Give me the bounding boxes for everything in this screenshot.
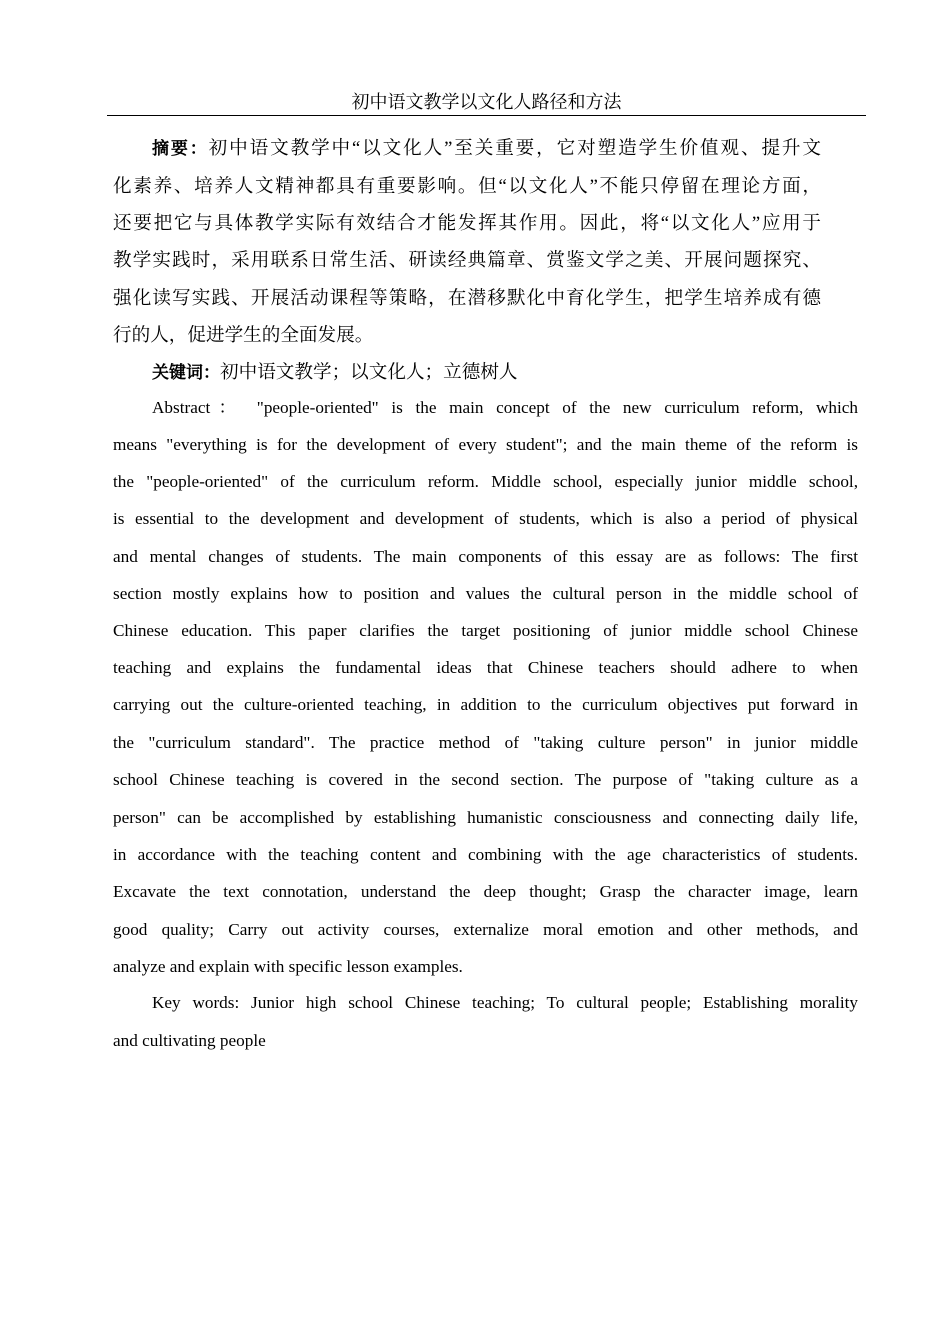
abstract-zh-line: 化素养、培养人文精神都具有重要影响。但“以文化人”不能只停留在理论方面， (113, 176, 821, 197)
keywords-en-line: and cultivating people (113, 1031, 266, 1050)
abstract-en-line: is essential to the development and development of students, which is also a period of physical (113, 509, 858, 528)
abstract-zh-line: 行的人，促进学生的全面发展。 (113, 325, 374, 346)
abstract-en-line: the "curriculum standard". The practice method of "taking culture person" in junior middle (113, 733, 858, 752)
abstract-label: 摘要： (152, 139, 209, 159)
abstract-en-line: in accordance with the teaching content and combining with the age characteristics of students. (113, 845, 858, 864)
abstract-en-line: person" can be accomplished by establishing humanistic consciousness and connecting daily life, (113, 808, 858, 827)
keywords-label: 关键词： (152, 363, 220, 383)
abstract-en-line: Excavate the text connotation, understand the deep thought; Grasp the character image, learn (113, 882, 858, 901)
abstract-zh-line: 教学实践时，采用联系日常生活、研读经典篇章、赏鉴文学之美、开展问题探究、 (113, 250, 821, 271)
abstract-zh-line: 还要把它与具体教学实际有效结合才能发挥其作用。因此，将“以文化人”应用于 (113, 213, 821, 234)
keywords-en-line: Key words: Junior high school Chinese teaching; To cultural people; Establishing morality (152, 993, 858, 1012)
abstract-en-line: carrying out the culture-oriented teaching, in addition to the curriculum objectives put forward in (113, 695, 858, 714)
keywords-zh: 关键词：初中语文教学；以文化人；立德树人 (152, 362, 518, 383)
abstract-zh-line: 摘要：初中语文教学中“以文化人”至关重要，它对塑造学生价值观、提升文 (152, 138, 822, 159)
abstract-en-line: and mental changes of students. The main components of this essay are as follows: The first (113, 547, 858, 566)
abstract-en-line: the "people-oriented" of the curriculum reform. Middle school, especially junior middle school, (113, 472, 858, 491)
abstract-en-line: analyze and explain with specific lesson examples. (113, 957, 463, 976)
abstract-en-line: school Chinese teaching is covered in the second section. The purpose of "taking culture as a (113, 770, 858, 789)
abstract-en-line: section mostly explains how to position and values the cultural person in the middle school of (113, 584, 858, 603)
abstract-en-line: Chinese education. This paper clarifies the target positioning of junior middle school Chinese (113, 621, 858, 640)
abstract-en-line: good quality; Carry out activity courses, externalize moral emotion and other methods, and (113, 920, 858, 939)
abstract-en-line: teaching and explains the fundamental ideas that Chinese teachers should adhere to when (113, 658, 858, 677)
abstract-en-line: Abstract： "people-oriented" is the main concept of the new curriculum reform, which (152, 398, 858, 417)
abstract-zh-line: 强化读写实践、开展活动课程等策略，在潜移默化中育化学生，把学生培养成有德 (113, 288, 821, 309)
page-header (107, 90, 866, 116)
abstract-en-line: means "everything is for the development of every student"; and the main theme of the reform is (113, 435, 858, 454)
header-title: 初中语文教学以文化人路径和方法 (351, 92, 622, 112)
